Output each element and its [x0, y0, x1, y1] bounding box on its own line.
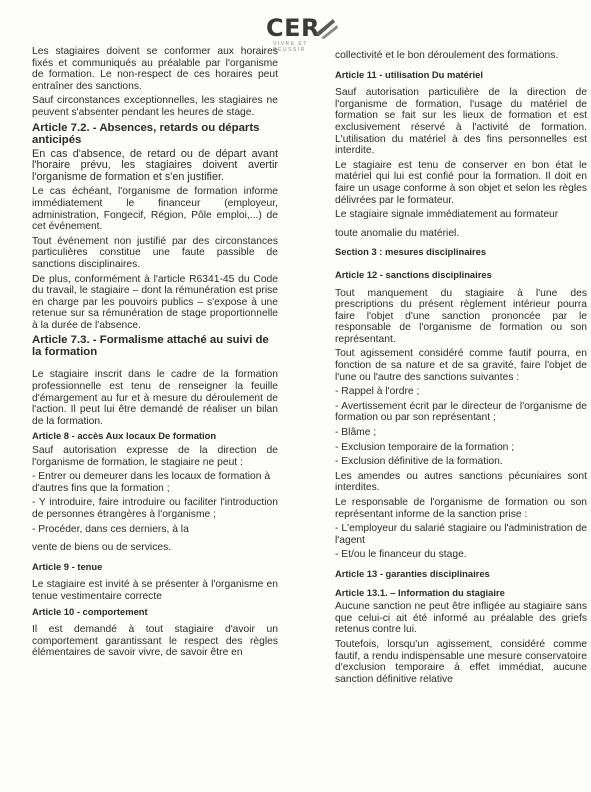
article-8-heading: Article 8 - accès Aux locaux De formation: [32, 430, 217, 442]
acces-item-2: - Y introduire, faire introduire ou faciliter l'introduction de personnes étrangères à l'organisme ;: [32, 497, 278, 520]
article-13-heading: Article 13 - garanties disciplinaires: [335, 567, 490, 579]
materiel-anomalie-paragraph: toute anomalie du matériel.: [335, 227, 460, 239]
section-3-heading: Section 3 : mesures disciplinaires: [335, 246, 487, 258]
acces-item-3-cont: vente de biens ou de services.: [32, 542, 172, 554]
logo-text: CER: [266, 14, 320, 42]
inform-item-financeur: - Et/ou le financeur du stage.: [335, 549, 467, 561]
absence-paragraph: Sauf circonstances exceptionnelles, les stagiaires ne peuvent s'absenter pendant les heures de stage.: [32, 95, 278, 118]
materiel-usage-paragraph: Sauf autorisation particulière de la direction de l'organisme de formation, l'usage du matériel de formation se fait sur les lieux de formation et est exclusivement réservé à l'activité de formation. L'utilisation du matériel à des fins personnelles est interdite.: [335, 87, 587, 157]
sanction-item-avertissement: - Avertissement écrit par le directeur de l'organisme de formation ou par son représentant ;: [335, 400, 587, 424]
financeur-paragraph: Le cas échéant, l'organisme de formation informe immédiatement le financeur (employeur, administration, Fongecif, Région, Pôle emploi,...) de cet événement.: [32, 186, 278, 233]
article-10-heading: Article 10 - comportement: [32, 605, 148, 617]
sanction-item-exclusion-temp: - Exclusion temporaire de la formation ;: [335, 441, 515, 453]
inform-item-employeur: - L'employeur du salarié stagiaire ou l'administration de l'agent: [335, 523, 587, 546]
faute-paragraph: Tout événement non justifié par des circonstances particulières constitue une faute passible de sanctions disciplinaires.: [32, 235, 278, 270]
manquement-paragraph: Tout manquement du stagiaire à l'une des prescriptions du présent règlement intérieur pourra faire l'objet d'une sanction prononcée par le responsable de l'organisme de formation ou son représentant.: [335, 287, 587, 345]
left-column: [32, 46, 278, 662]
right-column: [335, 50, 591, 688]
article-12-heading: Article 12 - sanctions disciplinaires: [335, 268, 492, 280]
materiel-conserver-paragraph: Le stagiaire est tenu de conserver en bon état le matériel qui lui est confié pour la formation. Il doit en faire un usage conforme à son objet et selon les règles délivrées par le formateur.: [335, 159, 587, 206]
materiel-signale-paragraph: Le stagiaire signale immédiatement au formateur: [335, 209, 559, 221]
amendes-paragraph: Les amendes ou autres sanctions pécuniaires sont interdites.: [335, 470, 587, 494]
emargement-paragraph: Le stagiaire inscrit dans le cadre de la formation professionnelle est tenu de renseigner la feuille d'émargement au fur et à mesure du déroulement de l'action. Il peut lui être demandé de réaliser un bilan de la formation.: [32, 369, 278, 427]
logo-tagline: VIVRE ET RÉUSSIR: [273, 41, 308, 53]
tenue-paragraph: Le stagiaire est invité à se présenter à l'organisme en tenue vestimentaire correcte: [32, 579, 278, 602]
acces-paragraph: Sauf autorisation expresse de la direction de l'organisme de formation, le stagiaire ne peut :: [32, 445, 278, 468]
acces-item-1: - Entrer ou demeurer dans les locaux de formation à d'autres fins que la formation ;: [32, 471, 271, 494]
collectivite-paragraph: collectivité et le bon déroulement des formations.: [335, 50, 559, 61]
sanction-item-exclusion-def: - Exclusion définitive de la formation.: [335, 456, 503, 468]
information-paragraph: Aucune sanction ne peut être infligée au stagiaire sans que celui-ci ait été informé au préalable des griefs retenus contre lui.: [335, 601, 587, 636]
acces-item-3: - Procéder, dans ces derniers, à la: [32, 523, 189, 535]
sanction-item-rappel: - Rappel à l'ordre ;: [335, 386, 420, 398]
retenue-paragraph: De plus, conformément à l'article R6341-45 du Code du travail, le stagiaire – dont la rémunération est prise en charge par les pouvoirs publics – s'expose à une retenue sur sa rémunération de stage proportionnelle à la durée de l'absence.: [32, 273, 278, 331]
article-11-heading: Article 11 - utilisation Du matériel: [335, 68, 483, 80]
logo-swoosh-icon: [313, 16, 339, 40]
article-13-1-heading: Article 13.1. – Information du stagiaire: [335, 586, 505, 598]
cer-logo: [258, 14, 338, 53]
agissement-paragraph: Tout agissement considéré comme fautif pourra, en fonction de sa nature et de sa gravité, faire l'objet de l'une ou l'autre des sanctions suivantes :: [335, 348, 587, 383]
article-7-3-heading: Article 7.3. - Formalisme attaché au suivi de la formation: [32, 334, 269, 359]
horaires-paragraph: Les stagiaires doivent se conformer aux horaires fixés et communiqués au préalable par l'organisme de formation. Le non-respect de ces horaires peut entraîner des sanctions.: [32, 46, 278, 92]
article-9-heading: Article 9 - tenue: [32, 560, 103, 572]
responsable-paragraph: Le responsable de l'organisme de formation ou son représentant informe de la sanction prise :: [335, 497, 587, 520]
sanction-item-blame: - Blâme ;: [335, 427, 377, 439]
absence-notice-paragraph: En cas d'absence, de retard ou de départ avant l'horaire prévu, les stagiaires doivent avertir l'organisme de formation et s'en justifier.: [32, 147, 278, 183]
article-7-2-heading: Article 7.2. - Absences, retards ou départs anticipés: [32, 121, 260, 146]
comportement-paragraph: Il est demandé à tout stagiaire d'avoir un comportement garantissant le respect des règles élémentaires de savoir vivre, de savoir être en: [32, 624, 278, 659]
conservatoire-paragraph: Toutefois, lorsqu'un agissement, considéré comme fautif, a rendu indispensable une mesure conservatoire d'exclusion temporaire à effet immédiat, aucune sanction définitive relative: [335, 638, 587, 685]
